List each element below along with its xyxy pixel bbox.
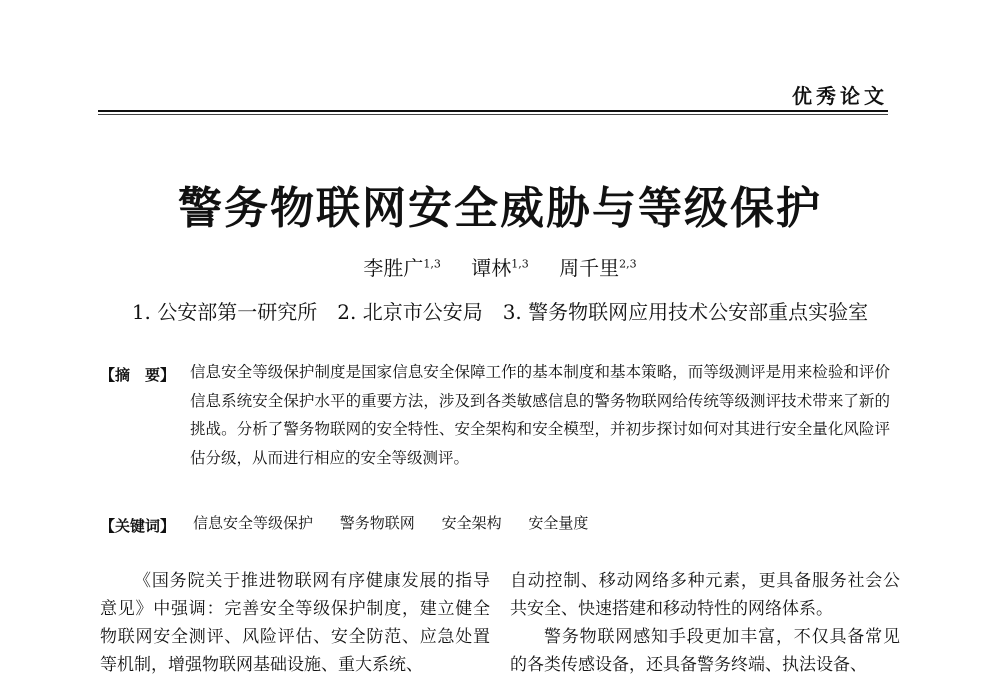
- abstract-label: 【摘 要】: [100, 366, 176, 384]
- section-tag: 优秀论文: [792, 84, 888, 108]
- keyword: 安全量度: [528, 514, 589, 532]
- author-name: 周千里: [559, 256, 620, 280]
- author-name: 李胜广: [363, 256, 424, 280]
- author-affil-sup: 1,3: [511, 257, 529, 271]
- author-affil-sup: 1,3: [423, 257, 441, 271]
- author: [363, 256, 441, 280]
- author-list: [0, 252, 1000, 281]
- keyword: 安全架构: [441, 514, 502, 532]
- body-paragraph: 警务物联网感知手段更加丰富，不仅具备常见的各类传感设备，还具备警务终端、执法设备、: [510, 627, 900, 675]
- body-column-right: [510, 567, 900, 679]
- body-paragraph: 自动控制、移动网络多种元素，更具备服务社会公共安全、快速搭建和移动特性的网络体系。: [510, 571, 900, 619]
- paper-title: 警务物联网安全威胁与等级保护: [178, 183, 822, 234]
- keyword: 警务物联网: [339, 514, 415, 532]
- body-paragraph: 《国务院关于推进物联网有序健康发展的指导意见》中强调：完善安全等级保护制度，建立健全物联网安全测评、风险评估、安全防范、应急处置等机制，增强物联网基础设施、重大系统、: [100, 571, 490, 675]
- header-rule-thick: [98, 110, 888, 112]
- abstract-text: 信息安全等级保护制度是国家信息安全保障工作的基本制度和基本策略，而等级测评是用来检验和评价信息系统安全保护水平的重要方法，涉及到各类敏感信息的警务物联网给传统等级测评技术带来了新的挑战。分析了警务物联网的安全特性、安全架构和安全模型，并初步探讨如何对其进行安全量化风险评估分级，从而进行相应的安全等级测评。: [190, 363, 890, 467]
- keywords-list: [193, 512, 610, 533]
- body-column-left: [100, 567, 490, 679]
- author-name: 谭林: [471, 256, 512, 280]
- keywords-label: 【关键词】: [100, 517, 176, 535]
- author: [559, 256, 637, 280]
- affiliations: 1. 公安部第一研究所 2. 北京市公安局 3. 警务物联网应用技术公安部重点实验室: [131, 300, 869, 324]
- author: [471, 256, 529, 280]
- header-rule-thin: [98, 114, 888, 115]
- author-affil-sup: 2,3: [619, 257, 637, 271]
- keyword: 信息安全等级保护: [193, 514, 314, 532]
